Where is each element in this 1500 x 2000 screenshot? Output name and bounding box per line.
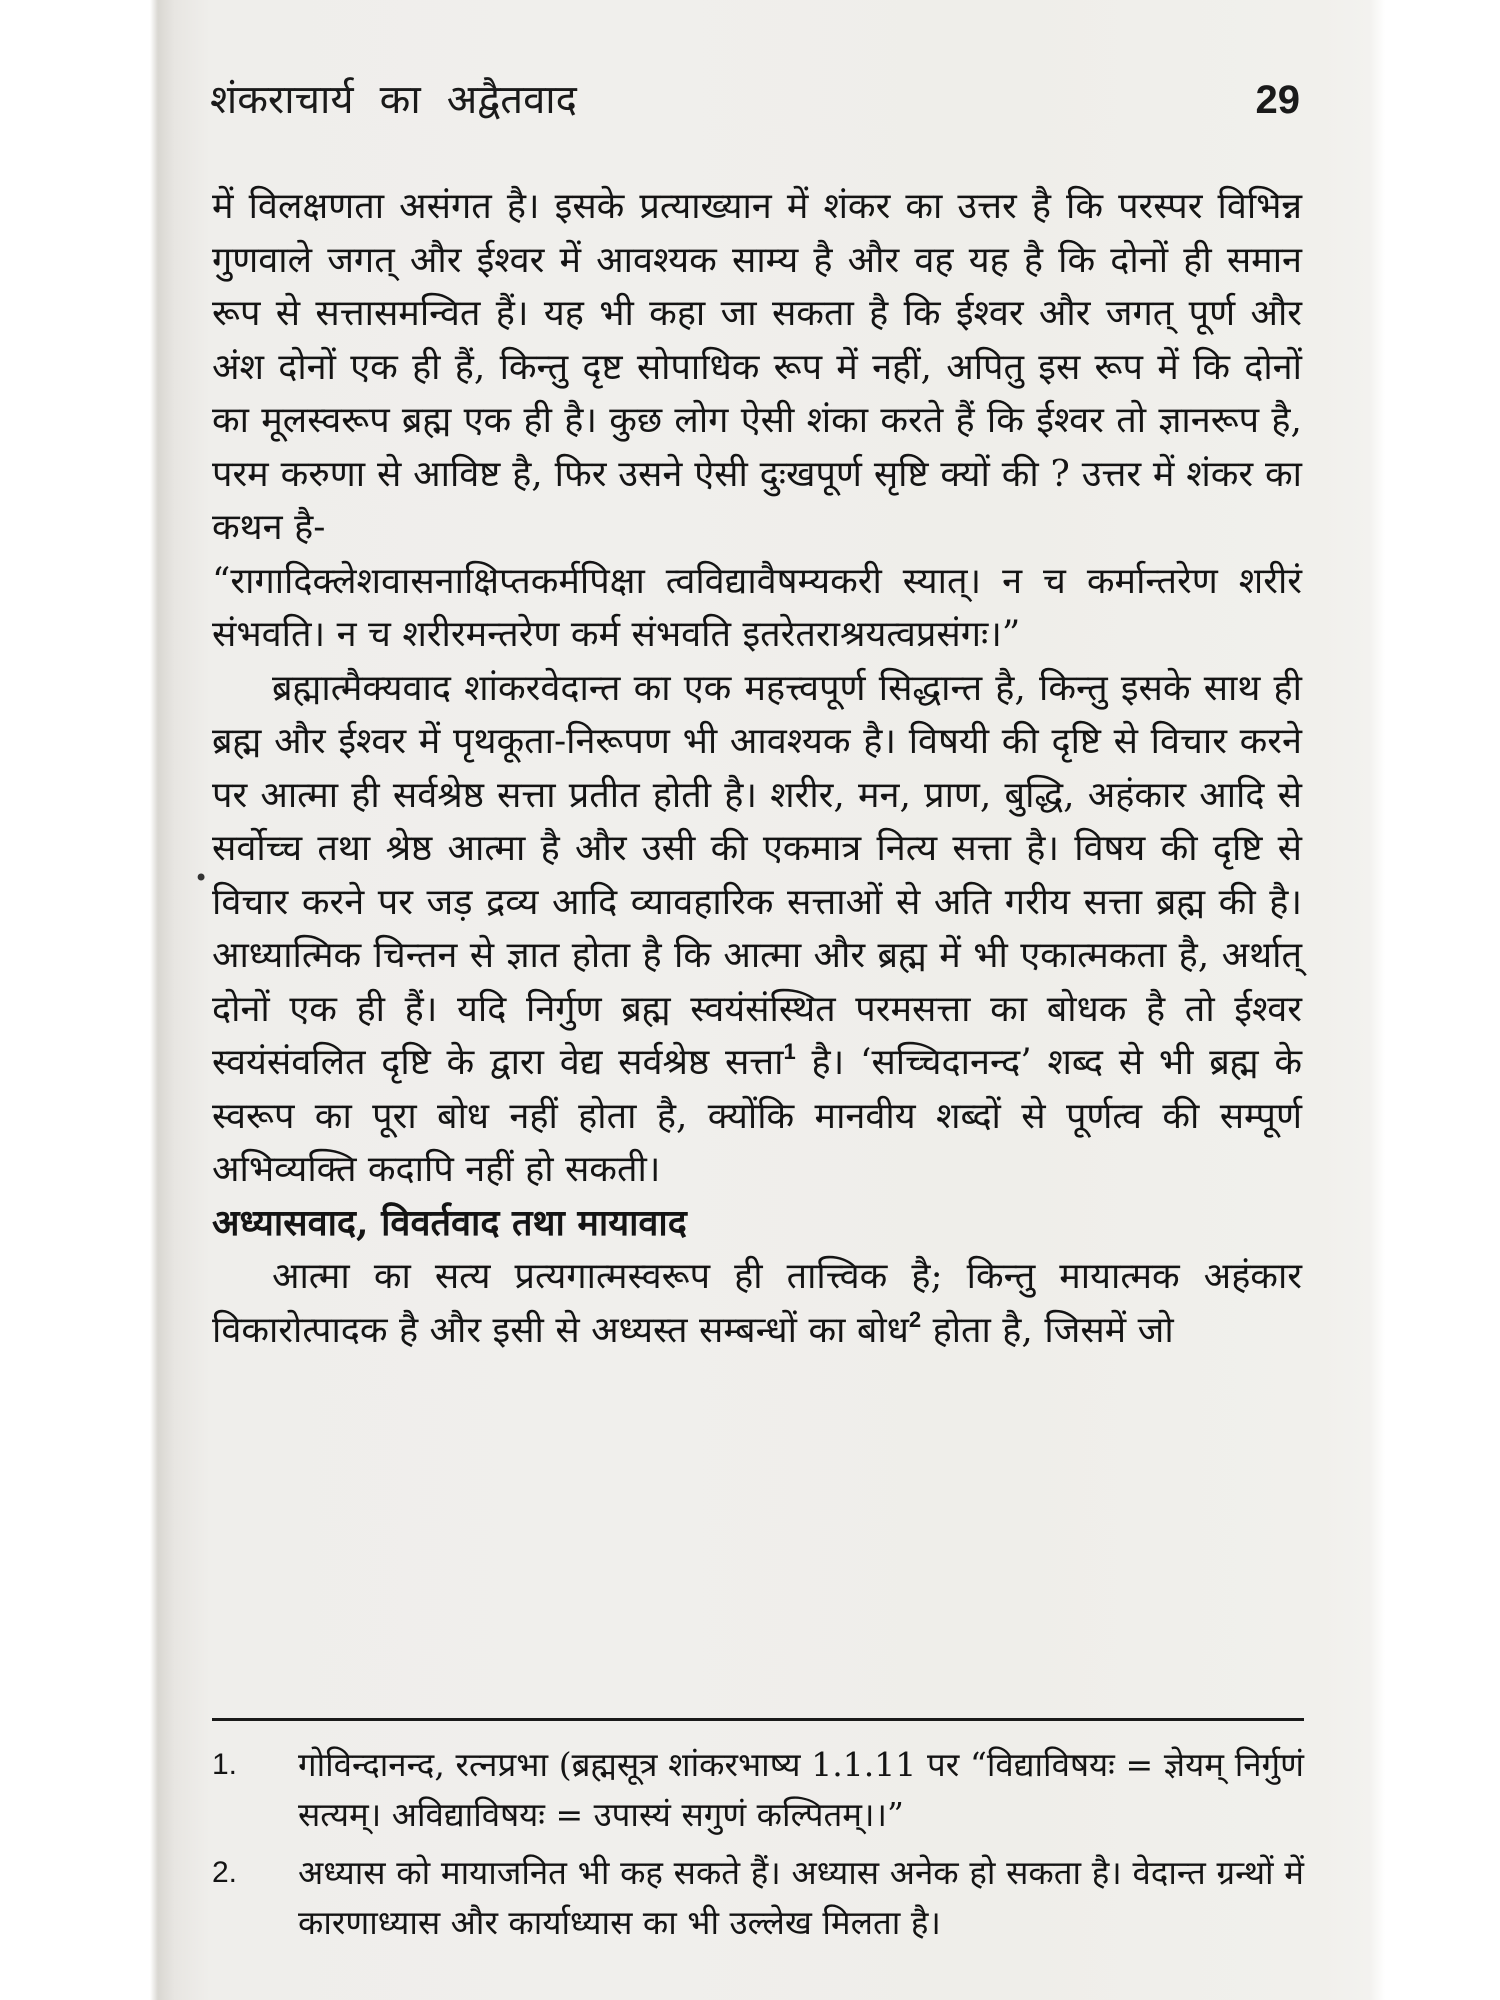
running-header [210, 70, 1300, 140]
footnote-ref[interactable]: 1 [783, 1039, 796, 1064]
chapter-title-word: शंकराचार्य [210, 77, 354, 123]
main-text [212, 180, 1302, 1357]
footnote [212, 1848, 1304, 1948]
footnote-number: 2. [212, 1856, 238, 1889]
footnote-number: 1. [212, 1748, 238, 1781]
paragraph-text: होता है, जिसमें जो [921, 1309, 1174, 1351]
footnote [212, 1740, 1304, 1840]
footnotes [212, 1740, 1304, 1956]
footnote-text: गोविन्दानन्द, रत्नप्रभा (ब्रह्मसूत्र शांकरभाष्य 1.1.11 पर “विद्याविषयः = ज्ञेयम् निर्गुणं सत्यम्। अविद्याविषयः = उपास्यं सगुणं कल्पितम्।।” [298, 1745, 1304, 1834]
paragraph-text: आत्मा का सत्य प्रत्यगात्मस्वरूप ही तात्त्विक है; किन्तु मायात्मक अहंकार विकारोत्पादक है और इसी से अध्यस्त सम्बन्धों का बोध [212, 1256, 1302, 1351]
section-heading: अध्यासवाद, विवर्तवाद तथा मायावाद [212, 1201, 687, 1244]
footnote-ref[interactable]: 2 [908, 1306, 922, 1332]
margin-mark: • [194, 864, 209, 892]
paragraph-text: ब्रह्मात्मैक्यवाद शांकरवेदान्त का एक महत्त्वपूर्ण सिद्धान्त है, किन्तु इसके साथ ही ब्रह्म और ईश्वर में पृथकूता-निरूपण भी आवश्यक है। विषयी की दृष्टि से विचार करने पर आत्मा ही सर्वश्रेष्ठ सत्ता प्रतीत होती है। शरीर, मन, प्राण, बुद्धि, अहंकार आदि से सर्वोच्च तथा श्रेष्ठ आत्मा है और उसी की एकमात्र नित्य सत्ता है। विषय की दृष्टि से विचार करने पर जड़ द्रव्य आदि व्यावहारिक सत्ताओं से अति गरीय सत्ता ब्रह्म की है। आध्यात्मिक चिन्तन से ज्ञात होता है कि आत्मा और ब्रह्म में भी एकात्मकता है, अर्थात् दोनों एक ही हैं। यदि निर्गुण ब्रह्म स्वयंसंस्थित परमसत्ता का बोधक है तो ईश्वर स्वयंसंवलित दृष्टि के द्वारा वेद्य सर्वश्रेष्ठ सत्ता [212, 667, 1302, 1083]
sanskrit-quote: “रागादिक्लेशवासनाक्षिप्तकर्मपिक्षा त्वविद्यावैषम्यकरी स्यात्। न च कर्मान्तरेण शरीरं संभवति। न च शरीरमन्तरेण कर्म संभवति इतरेतराश्रयत्वप्रसंगः।” [212, 560, 1302, 655]
paragraph: में विलक्षणता असंगत है। इसके प्रत्याख्यान में शंकर का उत्तर है कि परस्पर विभिन्न गुणवाले जगत् और ईश्वर में आवश्यक साम्य है और वह यह है कि दोनों ही समान रूप से सत्तासमन्वित हैं। यह भी कहा जा सकता है कि ईश्वर और जगत् पूर्ण और अंश दोनों एक ही हैं, किन्तु दृष्ट सोपाधिक रूप में नहीं, अपितु इस रूप में कि दोनों का मूलस्वरूप ब्रह्म एक ही है। कुछ लोग ऐसी शंका करते हैं कि ईश्वर तो ज्ञानरूप है, परम करुणा से आविष्ट है, फिर उसने ऐसी दुःखपूर्ण सृष्टि क्यों की ? उत्तर में शंकर का कथन है- [212, 186, 1302, 548]
paragraph-text: है। ‘सच्चिदानन्द’ शब्द से भी ब्रह्म के स्वरूप का पूरा बोध नहीं होता है, क्योंकि मानवीय शब्दों से पूर्णत्व की सम्पूर्ण अभिव्यक्ति कदापि नहीं हो सकती। [212, 1042, 1302, 1190]
chapter-title-word: का [379, 77, 421, 123]
paragraph [212, 1250, 1302, 1357]
paragraph [212, 662, 1302, 1197]
page-number: 29 [1255, 78, 1300, 122]
chapter-title-word: अद्वैतवाद [446, 77, 577, 123]
footnote-text: अध्यास को मायाजनित भी कह सकते हैं। अध्यास अनेक हो सकता है। वेदान्त ग्रन्थों में कारणाध्यास और कार्याध्यास का भी उल्लेख मिलता है। [298, 1853, 1304, 1942]
chapter-title [210, 70, 603, 130]
footnote-divider [212, 1718, 1304, 1721]
